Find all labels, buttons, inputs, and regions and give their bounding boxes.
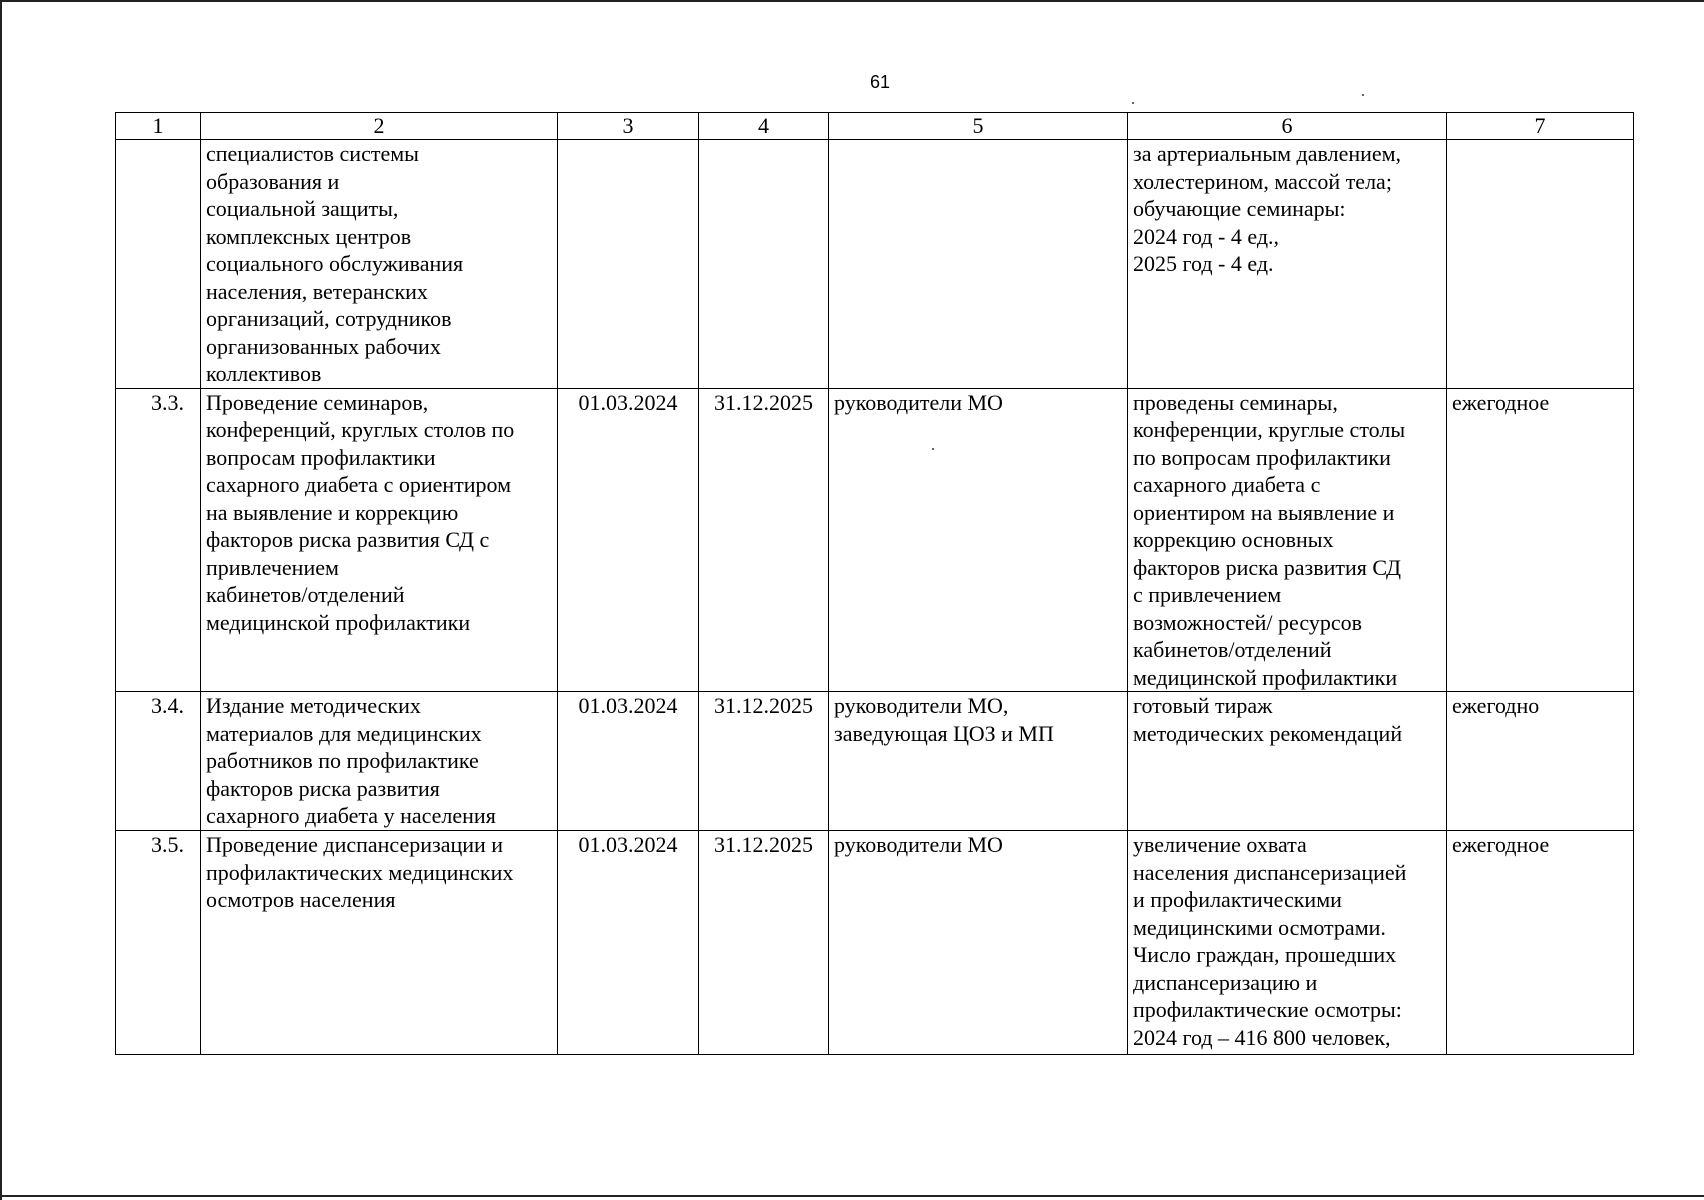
page-number: 61 xyxy=(869,72,891,92)
column-number-row xyxy=(116,113,1634,140)
frequency: ежегодное xyxy=(1447,388,1634,692)
scan-speck xyxy=(1132,102,1134,104)
start-date: 01.03.2024 xyxy=(558,388,699,692)
start-date: 01.03.2024 xyxy=(558,692,699,831)
responsible: руководители МО xyxy=(829,831,1128,1055)
column-number: 7 xyxy=(1447,113,1634,140)
expected-result: увеличение охвата населения диспансеризацией и профилактическими медицинскими осмотрами. Число граждан, прошедших диспансеризацию и профилактические осмотры: 2024 год – 416 800 человек, xyxy=(1128,831,1447,1055)
end-date: 31.12.2025 xyxy=(699,388,829,692)
scan-edge-bottom xyxy=(0,1195,1704,1197)
action-plan-table xyxy=(115,112,1634,1055)
scan-edge-top xyxy=(0,0,1704,2)
item-number: 3.3. xyxy=(116,388,201,692)
event-description: Проведение семинаров, конференций, круглых столов по вопросам профилактики сахарного диабета с ориентиром на выявление и коррекцию факторов риска развития СД с привлечением кабинетов/отделений медицинской профилактики xyxy=(201,388,558,692)
column-number: 3 xyxy=(558,113,699,140)
responsible xyxy=(829,140,1128,389)
column-number: 4 xyxy=(699,113,829,140)
table-row xyxy=(116,140,1634,389)
item-number: 3.5. xyxy=(116,831,201,1055)
expected-result: проведены семинары, конференции, круглые столы по вопросам профилактики сахарного диабета с ориентиром на выявление и коррекцию основных факторов риска развития СД с привлечением возможностей/ ресурсов кабинетов/отделений медицинской профилактики xyxy=(1128,388,1447,692)
start-date xyxy=(558,140,699,389)
table-row xyxy=(116,692,1634,831)
responsible: руководители МО, заведующая ЦОЗ и МП xyxy=(829,692,1128,831)
column-number: 1 xyxy=(116,113,201,140)
scan-edge-left xyxy=(0,0,2,1200)
event-description: специалистов системы образования и социальной защиты, комплексных центров социального обслуживания населения, ветеранских организаций, сотрудников организованных рабочих коллективов xyxy=(201,140,558,389)
start-date: 01.03.2024 xyxy=(558,831,699,1055)
column-number: 2 xyxy=(201,113,558,140)
end-date: 31.12.2025 xyxy=(699,692,829,831)
frequency: ежегодное xyxy=(1447,831,1634,1055)
end-date: 31.12.2025 xyxy=(699,831,829,1055)
item-number xyxy=(116,140,201,389)
table-row xyxy=(116,831,1634,1055)
frequency: ежегодно xyxy=(1447,692,1634,831)
column-number: 5 xyxy=(829,113,1128,140)
expected-result: готовый тираж методических рекомендаций xyxy=(1128,692,1447,831)
responsible: руководители МО xyxy=(829,388,1128,692)
item-number: 3.4. xyxy=(116,692,201,831)
expected-result: за артериальным давлением, холестерином, массой тела; обучающие семинары: 2024 год - 4 ед., 2025 год - 4 ед. xyxy=(1128,140,1447,389)
frequency xyxy=(1447,140,1634,389)
column-number: 6 xyxy=(1128,113,1447,140)
scan-speck xyxy=(1362,94,1364,96)
end-date xyxy=(699,140,829,389)
event-description: Проведение диспансеризации и профилактических медицинских осмотров населения xyxy=(201,831,558,1055)
event-description: Издание методических материалов для медицинских работников по профилактике факторов риска развития сахарного диабета у населения xyxy=(201,692,558,831)
table-row xyxy=(116,388,1634,692)
